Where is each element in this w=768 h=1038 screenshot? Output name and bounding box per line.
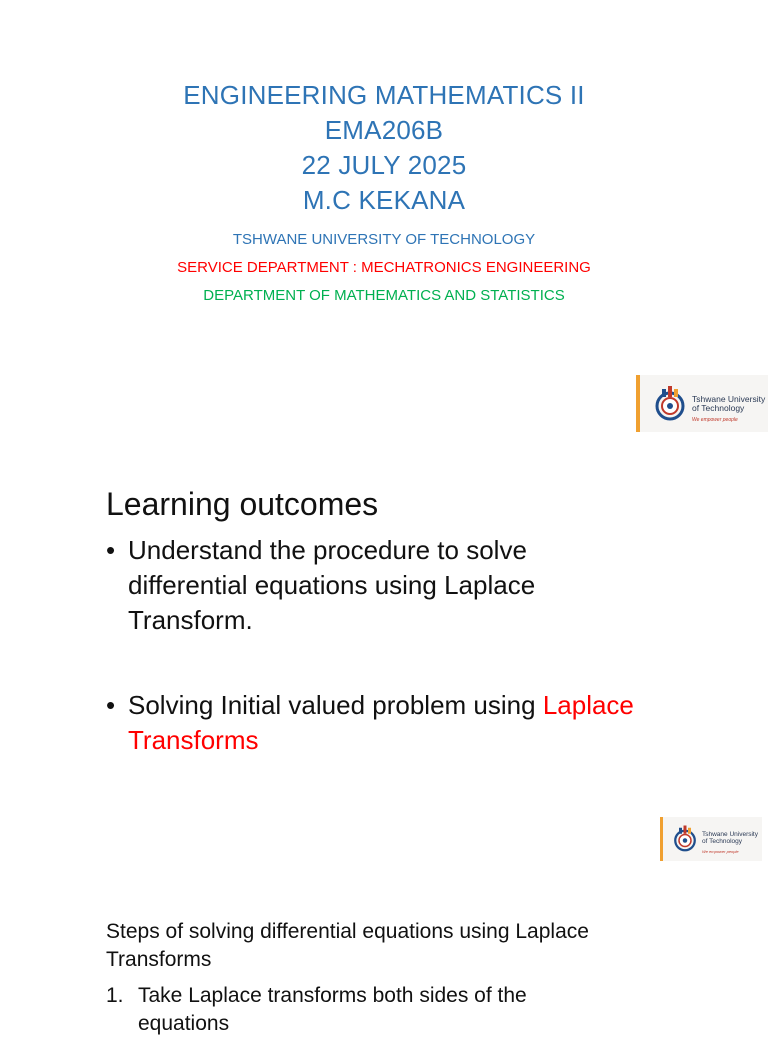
outcome-1-line-1: Understand the procedure to solve bbox=[128, 535, 527, 565]
department-name: DEPARTMENT OF MATHEMATICS AND STATISTICS bbox=[203, 287, 565, 304]
step-1-line-1: Take Laplace transforms both sides of the bbox=[138, 984, 527, 1007]
logo-line2: of Technology bbox=[692, 402, 745, 413]
steps-intro-line-1: Steps of solving differential equations using Laplace bbox=[106, 920, 589, 943]
outcome-2-prefix: Solving Initial valued problem using bbox=[128, 690, 536, 720]
course-code: EMA206B bbox=[324, 115, 444, 145]
step-1-number: 1. bbox=[106, 984, 124, 1007]
outcome-2-highlight-cont: Transforms bbox=[128, 725, 259, 755]
service-department: SERVICE DEPARTMENT : MECHATRONICS ENGINEERING bbox=[177, 259, 591, 276]
lecturer-name: M.C KEKANA bbox=[302, 185, 466, 215]
outcomes-heading: Learning outcomes bbox=[106, 486, 379, 522]
bullet-dot-icon: • bbox=[106, 535, 116, 565]
step-1-line-2: equations bbox=[138, 1012, 230, 1035]
logo-small-line1: Tshwane University bbox=[702, 831, 758, 838]
course-title: ENGINEERING MATHEMATICS II bbox=[183, 80, 585, 110]
outcome-1-line-2: differential equations using Laplace bbox=[128, 570, 536, 600]
lecture-date: 22 JULY 2025 bbox=[301, 150, 467, 180]
university-name: TSHWANE UNIVERSITY OF TECHNOLOGY bbox=[232, 231, 536, 248]
bullet-dot-icon: • bbox=[106, 690, 116, 720]
outcome-1-line-3: Transform. bbox=[128, 605, 253, 635]
logo-tagline: We empower people bbox=[692, 417, 738, 423]
outcome-2-highlight: Laplace bbox=[542, 690, 634, 720]
logo-small-tagline: We empower people bbox=[702, 849, 739, 854]
logo-small-line2: of Technology bbox=[702, 837, 742, 845]
steps-intro-line-2: Transforms bbox=[106, 948, 212, 971]
logo-line1: Tshwane University bbox=[692, 394, 766, 404]
